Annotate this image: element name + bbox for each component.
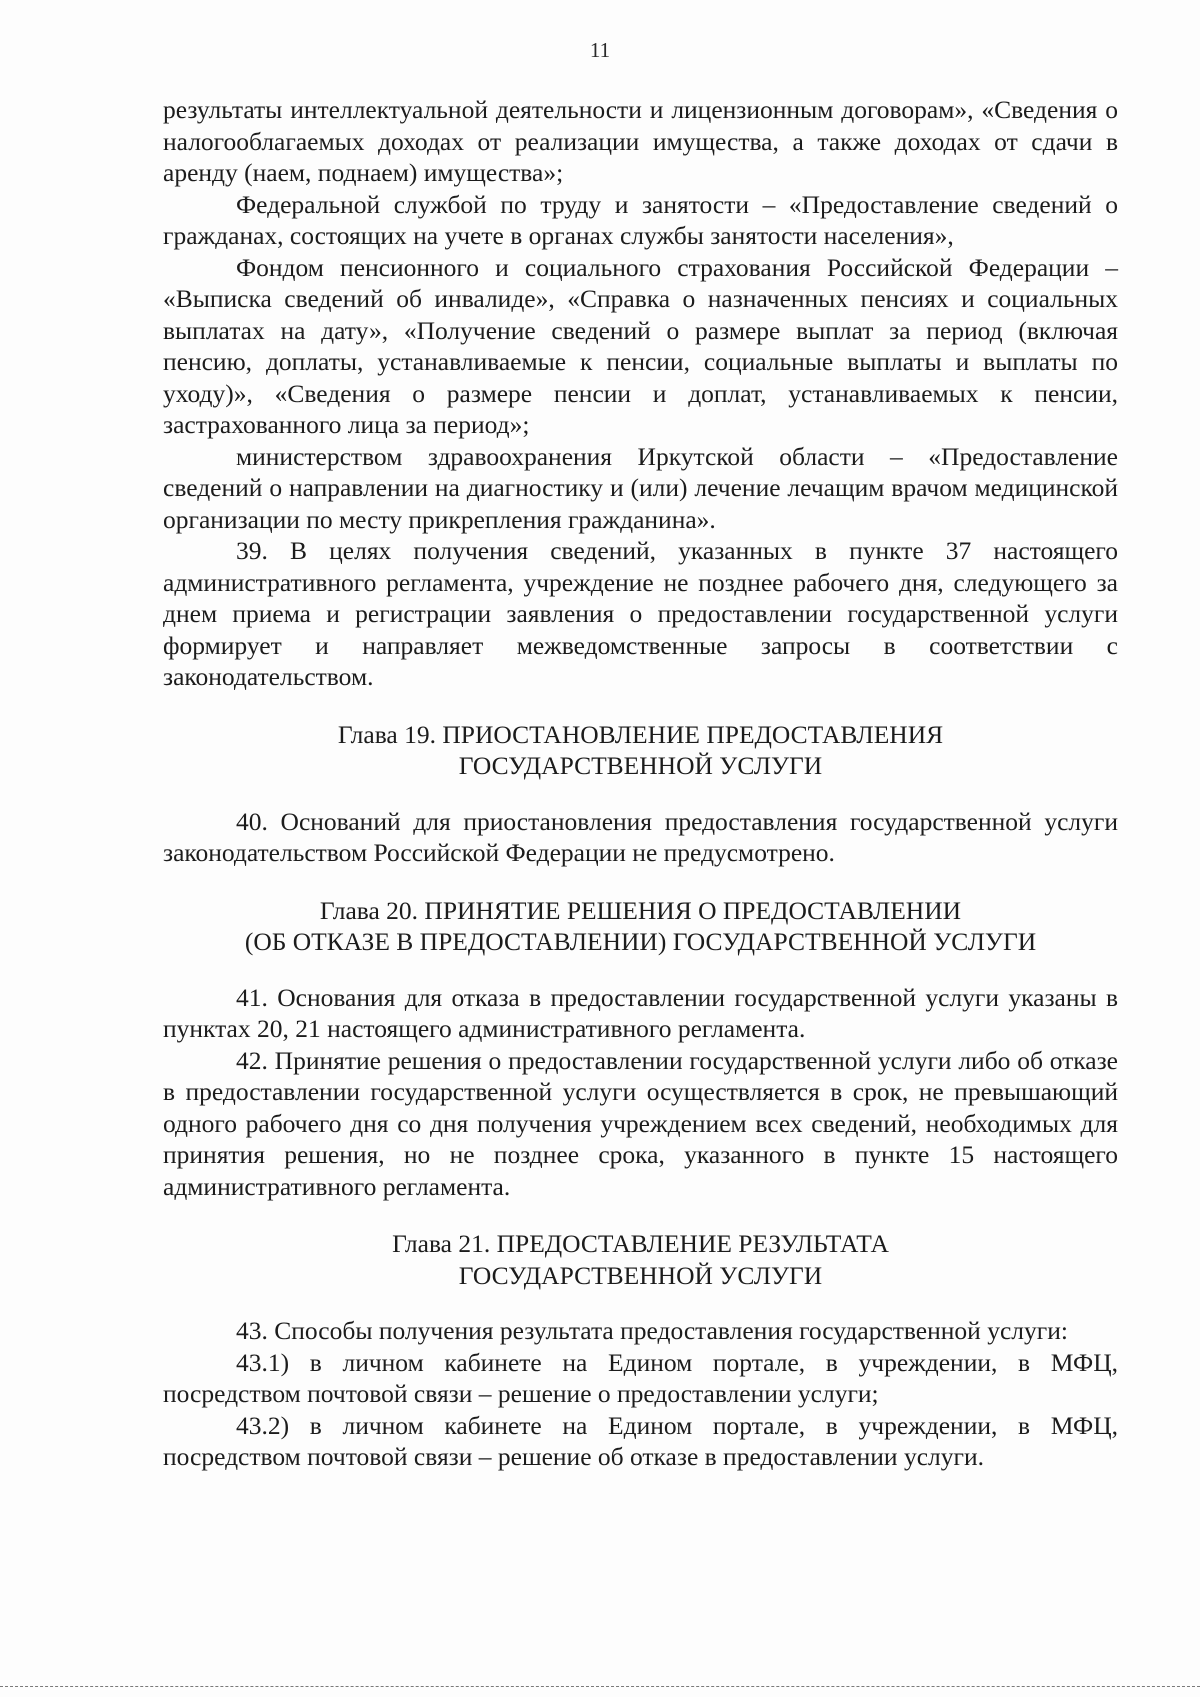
chapter-19-heading bbox=[163, 719, 1118, 782]
chapter-19-title-line2: ГОСУДАРСТВЕННОЙ УСЛУГИ bbox=[458, 751, 823, 780]
paragraph-41: 41. Основания для отказа в предоставлении государственной услуги указаны в пунктах 20, 21 настоящего административного регламента. bbox=[163, 982, 1118, 1043]
page-number: 11 bbox=[589, 38, 611, 62]
paragraph-pension-fund: Фондом пенсионного и социального страхования Российской Федерации – «Выписка сведений об инвалиде», «Справка о назначенных пенсиях и социальных выплатах на дату», «Получение сведений о размере выплат за период (включая пенсию, доплаты, устанавливаемые к пенсии, социальные выплаты и выплаты по уходу)», «Сведения о размере пенсии и доплат, устанавливаемых к пенсии, застрахованного лица за период»; bbox=[163, 252, 1118, 439]
paragraph-43: 43. Способы получения результата предоставления государственной услуги: bbox=[236, 1316, 1068, 1345]
document-body bbox=[163, 94, 1118, 1473]
chapter-20-title-line2: (ОБ ОТКАЗЕ В ПРЕДОСТАВЛЕНИИ) ГОСУДАРСТВЕННОЙ УСЛУГИ bbox=[244, 927, 1037, 956]
chapter-21-heading bbox=[163, 1228, 1118, 1291]
paragraph-employment-service: Федеральной службой по труду и занятости – «Предоставление сведений о гражданах, состоящих на учете в органах службы занятости населения», bbox=[163, 189, 1118, 250]
paragraph-43-1: 43.1) в личном кабинете на Едином портале, в учреждении, в МФЦ, посредством почтовой связи – решение о предоставлении услуги; bbox=[163, 1347, 1118, 1408]
paragraph-42: 42. Принятие решения о предоставлении государственной услуги либо об отказе в предоставлении государственной услуги осуществляется в срок, не превышающий одного рабочего дня со дня получения учреждением всех сведений, необходимых для принятия решения, но не позднее срока, указанного в пункте 15 настоящего административного регламента. bbox=[163, 1045, 1118, 1201]
chapter-20-title-line1: Глава 20. ПРИНЯТИЕ РЕШЕНИЯ О ПРЕДОСТАВЛЕНИИ bbox=[319, 895, 962, 925]
paragraph-health-ministry: министерством здравоохранения Иркутской области – «Предоставление сведений о направлении на диагностику и (или) лечение лечащим врачом медицинской организации по месту прикрепления гражданина». bbox=[163, 441, 1118, 534]
paragraph-39: 39. В целях получения сведений, указанных в пункте 37 настоящего административного регламента, учреждение не позднее рабочего дня, следующего за днем приема и регистрации заявления о предоставлении государственной услуги формирует и направляет межведомственные запросы в соответствии с законодательством. bbox=[163, 536, 1118, 691]
scan-bottom-edge bbox=[0, 1686, 1200, 1687]
chapter-21-title-line2: ГОСУДАРСТВЕННОЙ УСЛУГИ bbox=[458, 1260, 823, 1290]
paragraph-43-2: 43.2) в личном кабинете на Едином портале, в учреждении, в МФЦ, посредством почтовой связи – решение об отказе в предоставлении услуги. bbox=[163, 1410, 1118, 1471]
chapter-19-title-line1: Глава 19. ПРИОСТАНОВЛЕНИЕ ПРЕДОСТАВЛЕНИЯ bbox=[337, 719, 944, 749]
paragraph-continuation: результаты интеллектуальной деятельности и лицензионным договорам», «Сведения о налогооблагаемых доходах от реализации имущества, а также доходах от сдачи в аренду (наем, поднаем) имущества»; bbox=[163, 95, 1118, 187]
chapter-21-title-line1: Глава 21. ПРЕДОСТАВЛЕНИЕ РЕЗУЛЬТАТА bbox=[392, 1229, 889, 1258]
chapter-20-heading bbox=[163, 895, 1118, 958]
paragraph-40: 40. Оснований для приостановления предоставления государственной услуги законодательством Российской Федерации не предусмотрено. bbox=[163, 806, 1118, 867]
